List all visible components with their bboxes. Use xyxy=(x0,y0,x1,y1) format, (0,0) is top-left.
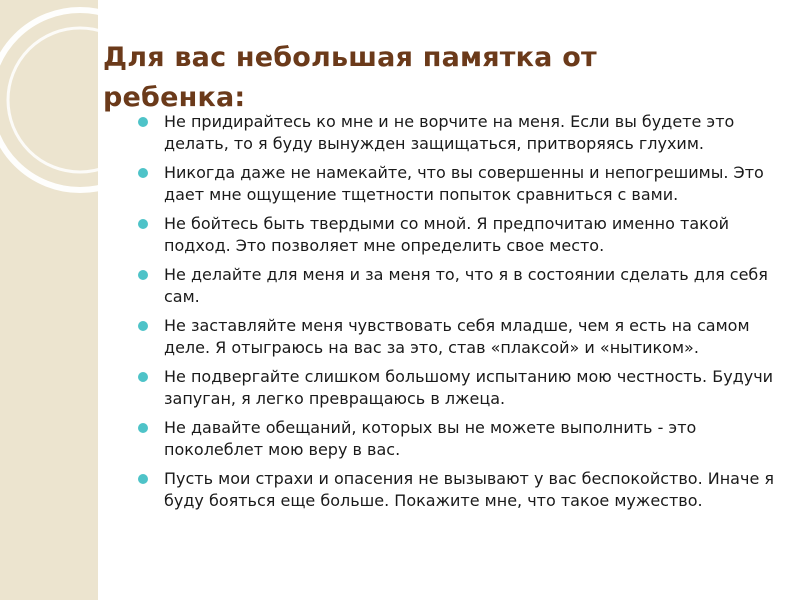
list-item-text: Никогда даже не намекайте, что вы совершенны и непогрешимы. Это дает мне ощущение тщетности попыток сравниться с вами. xyxy=(164,163,764,204)
list-item xyxy=(136,315,784,358)
list-item xyxy=(136,264,784,307)
bullet-dot-icon xyxy=(138,321,148,331)
list-item xyxy=(136,468,784,511)
bullet-dot-icon xyxy=(138,423,148,433)
list-item-text: Пусть мои страхи и опасения не вызывают у вас беспокойство. Иначе я буду бояться еще больше. Покажите мне, что такое мужество. xyxy=(164,469,774,510)
bullet-dot-icon xyxy=(138,270,148,280)
bullet-dot-icon xyxy=(138,219,148,229)
list-item xyxy=(136,417,784,460)
bullet-list xyxy=(136,111,784,519)
list-item xyxy=(136,213,784,256)
list-item xyxy=(136,162,784,205)
list-item-text: Не делайте для меня и за меня то, что я в состоянии сделать для себя сам. xyxy=(164,265,768,306)
list-item-text: Не подвергайте слишком большому испытанию мою честность. Будучи запуган, я легко превращаюсь в лжеца. xyxy=(164,367,774,408)
list-item-text: Не давайте обещаний, которых вы не можете выполнить - это поколеблет мою веру в вас. xyxy=(164,418,697,459)
bullet-dot-icon xyxy=(138,372,148,382)
slide-title: Для вас небольшая памятка от ребенка: xyxy=(103,42,597,113)
list-item xyxy=(136,111,784,154)
bullet-dot-icon xyxy=(138,474,148,484)
bullet-dot-icon xyxy=(138,117,148,127)
list-item xyxy=(136,366,784,409)
list-item-text: Не придирайтесь ко мне и не ворчите на меня. Если вы будете это делать, то я буду вынужден защищаться, притворяясь глухим. xyxy=(164,112,735,153)
bullet-dot-icon xyxy=(138,168,148,178)
list-item-text: Не бойтесь быть твердыми со мной. Я предпочитаю именно такой подход. Это позволяет мне определить свое место. xyxy=(164,214,729,255)
list-item-text: Не заставляйте меня чувствовать себя младше, чем я есть на самом деле. Я отыграюсь на вас за это, став «плаксой» и «нытиком». xyxy=(164,316,750,357)
